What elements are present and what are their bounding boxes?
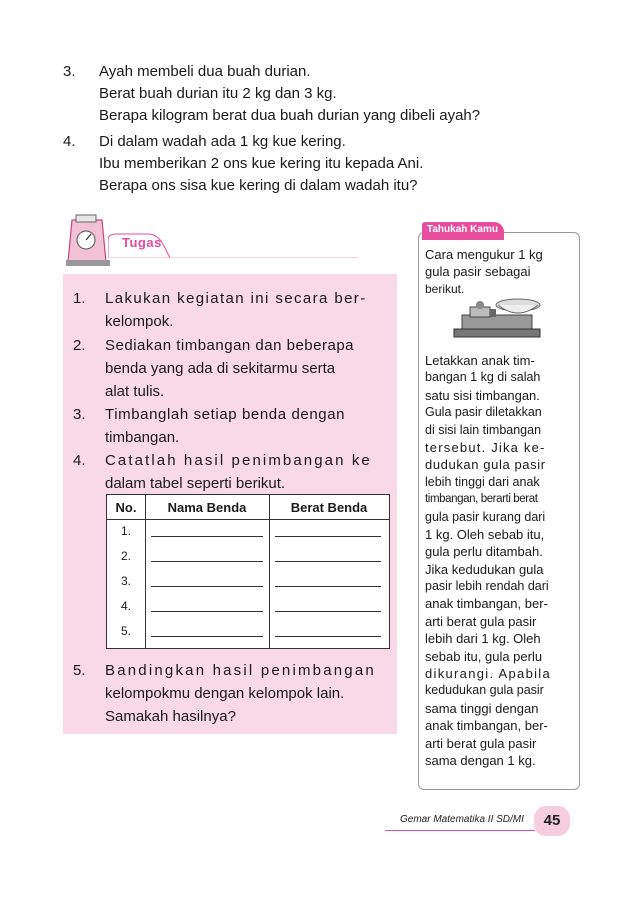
tk-line: arti berat gula pasir [425,735,537,751]
item-line: kelompok. [105,313,174,330]
header-no: No. [115,500,137,515]
table-row [107,570,389,595]
table-row [107,545,389,570]
tk-line: arti berat gula pasir [425,613,537,629]
tk-line: gula pasir kurang dari [425,509,546,524]
tk-line: anak timbangan, ber- [425,596,548,612]
item-line: Catatlah hasil penimbangan ke [105,452,372,469]
balance-scale-illustration [440,295,550,343]
question-number: 4. [63,133,76,150]
item-line: kelompokmu dengan kelompok lain. [105,685,345,702]
item-line: Sediakan timbangan dan beberapa [105,337,355,354]
tk-line: anak timbangan, ber- [425,718,548,734]
tk-line: berikut. [425,281,465,296]
tk-line: timbangan, berarti berat [425,493,538,506]
tk-line: bangan 1 kg di salah [425,370,541,385]
table-header [107,495,389,520]
tahukah-intro [425,246,570,298]
tk-line: kedudukan gula pasir [425,683,544,698]
item-line: Bandingkan hasil penimbangan [105,662,376,679]
tk-line: sebab itu, gula perlu [425,648,543,664]
tahukah-kamu-label: Tahukah Kamu [427,224,498,235]
question-line: Berat buah durian itu 2 kg dan 3 kg. [99,85,337,102]
question-line: Berapa ons sisa kue kering di dalam wadah itu? [99,177,418,194]
row-number: 5. [120,624,131,638]
tk-line: lebih tinggi dari anak [425,474,540,489]
item-number: 3. [73,406,86,423]
question-line: Di dalam wadah ada 1 kg kue kering. [99,133,346,150]
row-number: 3. [120,574,131,588]
tk-line: sama dengan 1 kg. [425,752,536,768]
tk-line: Gula pasir diletakkan [425,405,542,420]
row-number: 4. [120,599,131,613]
table-row [107,520,389,545]
question-line: Berapa kilogram berat dua buah durian yang dibeli ayah? [99,107,481,124]
question-number: 3. [63,63,76,80]
header-berat-benda: Berat Benda [290,500,368,515]
tk-line: gula pasir sebagai [425,264,531,280]
tk-line: Letakkan anak tim- [425,353,535,368]
tk-line: lebih dari 1 kg. Oleh [425,631,541,647]
scale-jar-icon [64,214,112,268]
item-line: Timbanglah setiap benda dengan [105,406,346,423]
item-number: 5. [73,662,86,679]
question-line: Ibu memberikan 2 ons kue kering itu kepada Ani. [99,155,424,172]
item-line: benda yang ada di sekitarmu serta [105,360,336,377]
tk-line: tersebut. Jika ke- [425,439,546,455]
tk-line: dudukan gula pasir [425,457,546,473]
tk-line: 1 kg. Oleh sebab itu, [425,526,545,542]
tahukah-body [425,352,570,769]
tk-line: gula perlu ditambah. [425,544,543,560]
tk-line: dikurangi. Apabila [425,666,552,682]
item-line: dalam tabel seperti berikut. [105,475,286,492]
footer-rule [385,830,535,831]
item-line: Lakukan kegiatan ini secara ber- [105,290,367,307]
item-line: alat tulis. [105,383,165,400]
tk-line: Jika kedudukan gula [425,561,544,577]
item-number: 4. [73,452,86,469]
item-number: 1. [73,290,86,307]
tk-line: pasir lebih rendah dari [425,579,549,594]
question-line: Ayah membeli dua buah durian. [99,63,311,80]
header-nama-benda: Nama Benda [167,500,247,515]
weighing-table [106,494,390,649]
tk-line: satu sisi timbangan. [425,387,540,403]
item-number: 2. [73,337,86,354]
footer-book-title: Gemar Matematika II SD/MI [400,814,524,825]
tk-line: sama tinggi dengan [425,700,539,716]
row-number: 2. [120,549,131,563]
tk-line: di sisi lain timbangan [425,422,542,437]
table-row [107,595,389,620]
item-line: Samakah hasilnya? [105,708,236,725]
tk-line: Cara mengukur 1 kg [425,247,543,262]
tugas-title: Tugas [122,235,162,250]
row-number: 1. [120,524,131,538]
item-line: timbangan. [105,429,180,446]
table-row [107,620,389,645]
page-number: 45 [534,806,570,836]
